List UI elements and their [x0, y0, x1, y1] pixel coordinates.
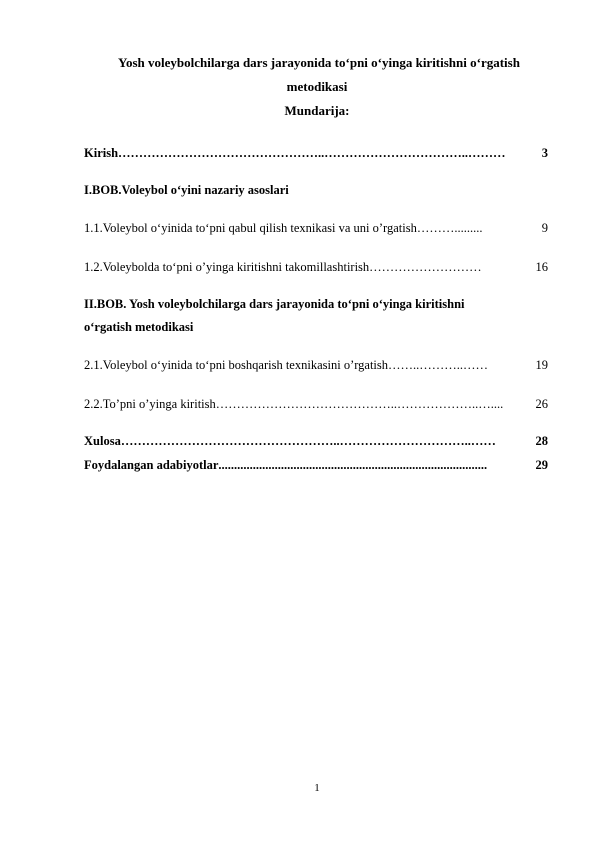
toc-entry-label: Foydalangan adabiyotlar [84, 458, 219, 472]
toc-entry-page: 26 [535, 397, 548, 411]
toc-entry-label: 2.2.To’pni o’yinga kiritish [84, 397, 216, 411]
toc-entry-label: Xulosa [84, 434, 121, 448]
document-title-line-2: metodikasi [286, 79, 348, 94]
toc-entry-page: 28 [535, 434, 548, 448]
page-number: 1 [314, 782, 320, 794]
toc-entry-1-1[interactable] [84, 221, 548, 236]
document-title-line-1: Yosh voleybolchilarga dars jarayonida to‘pni o‘yinga kiritishni o‘rgatish [118, 55, 520, 70]
toc-entry-leader: ……………………………………..………………..….... [215, 397, 504, 411]
toc-entry-page: 16 [535, 260, 548, 274]
toc-entry-page: 9 [541, 221, 548, 235]
toc-entry-label: Kirish [84, 146, 119, 160]
toc-entry-label: 2.1.Voleybol o‘yinida to‘pni boshqarish texnikasini o’rgatish [84, 358, 389, 372]
toc-entry-leader: ……………………………………………..…………………………..…… [120, 434, 496, 448]
toc-entry-leader: ……..………..…… [388, 358, 489, 372]
toc-entry-page: 19 [535, 358, 548, 372]
toc-chapter-2-heading-line-1[interactable]: II.BOB. Yosh voleybolchilarga dars jarayonida to‘pni o‘yinga kiritishni [84, 297, 465, 311]
toc-entry-page: 29 [535, 458, 548, 472]
toc-entry-conclusion[interactable] [84, 434, 548, 449]
toc-chapter-1-heading[interactable]: I.BOB.Voleybol o‘yini nazariy asoslari [84, 183, 289, 197]
toc-entry-leader: …………………………………………..……………………………..……… [118, 146, 506, 160]
toc-entry-leader: ...................................................................................... [218, 458, 488, 472]
toc-entry-2-1[interactable] [84, 358, 548, 373]
toc-entry-page: 3 [541, 146, 548, 160]
toc-entry-label: 1.2.Voleybolda to‘pni o’yinga kiritishni takomillashtirish [84, 260, 370, 274]
toc-entry-1-2[interactable] [84, 260, 548, 275]
toc-entry-intro[interactable] [84, 146, 548, 161]
toc-chapter-2-heading-line-2[interactable]: o‘rgatish metodikasi [84, 320, 194, 334]
toc-entry-label: 1.1.Voleybol o‘yinida to‘pni qabul qilish texnikasi va uni o’rgatish [84, 221, 417, 235]
toc-entry-references[interactable] [84, 458, 548, 473]
contents-heading: Mundarija: [284, 103, 350, 118]
toc-entry-leader: ……………………… [369, 260, 482, 274]
toc-entry-2-2[interactable] [84, 397, 548, 412]
toc-entry-leader: ………......... [416, 221, 483, 235]
